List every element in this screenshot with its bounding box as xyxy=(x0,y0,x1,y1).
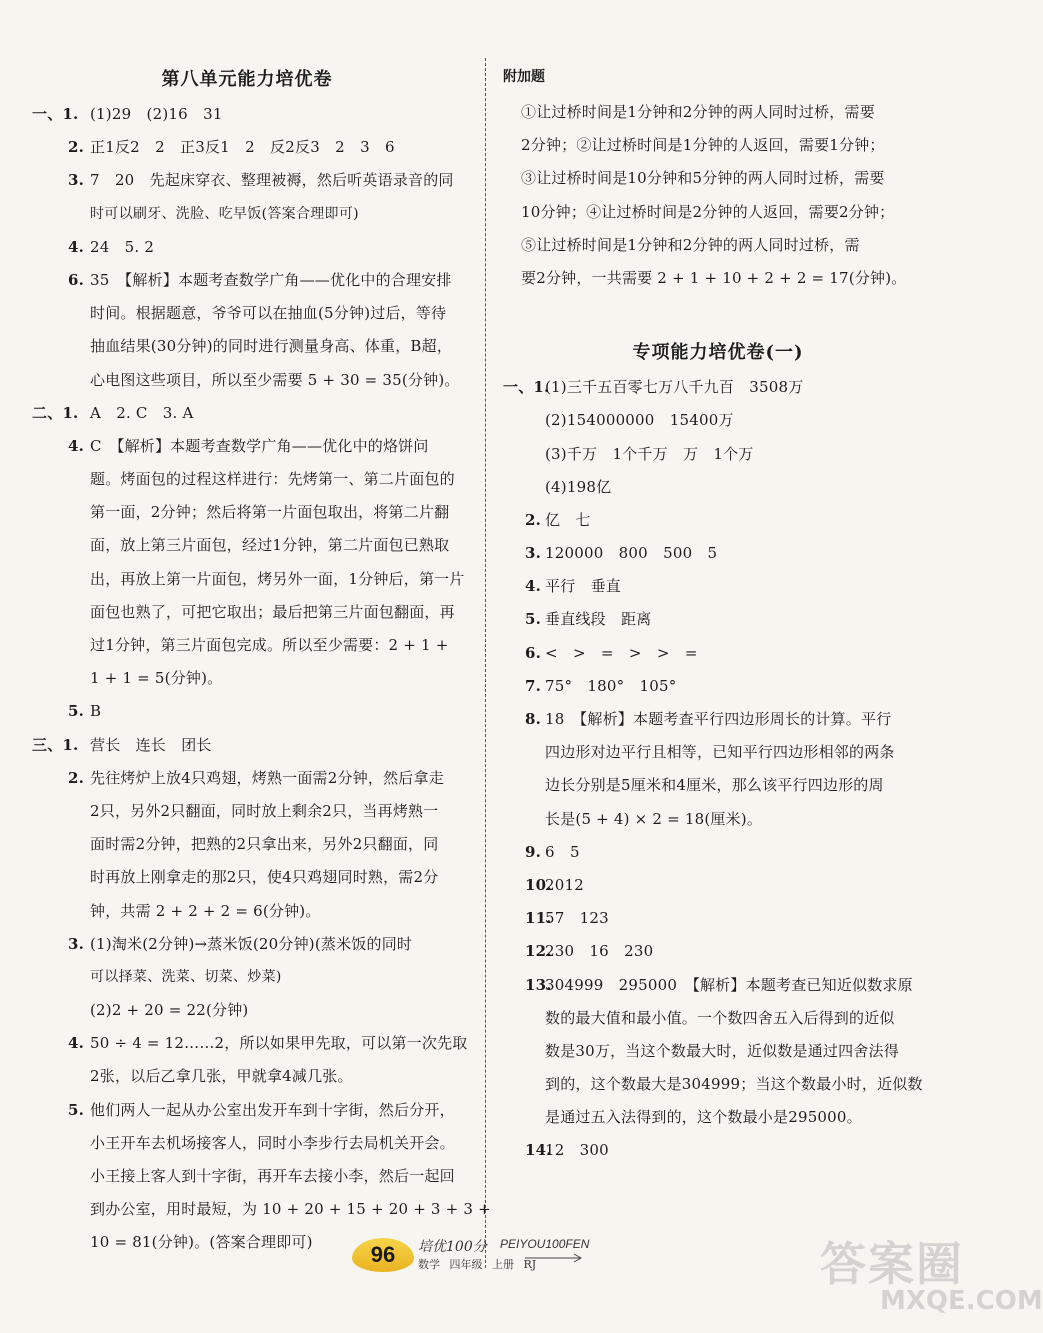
answer-line xyxy=(503,471,933,504)
answer-text: ①让过桥时间是1分钟和2分钟的两人同时过桥，需要 xyxy=(521,103,875,121)
answer-line xyxy=(32,762,472,795)
answer-text: (2)154000000 15400万 xyxy=(545,411,734,430)
answer-text: (1)淘米(2分钟)→蒸米饭(20分钟)(蒸米饭的同时 xyxy=(90,934,413,953)
question-number: 4. xyxy=(68,237,85,256)
bonus-title: 附加题 xyxy=(503,69,545,85)
answer-text: 18 【解析】本题考查平行四边形周长的计算。平行 xyxy=(545,710,892,728)
answer-line xyxy=(503,1035,933,1068)
answer-text: ⑤让过桥时间是1分钟和2分钟的两人同时过桥，需 xyxy=(521,235,860,254)
answer-line xyxy=(32,264,472,297)
answer-line xyxy=(503,438,933,471)
answer-line xyxy=(503,637,933,670)
answer-text: 75° 180° 105° xyxy=(545,676,677,695)
brand-name-latin: PEIYOU100FEN xyxy=(500,1237,590,1251)
answer-text: 10分钟；④让过桥时间是2分钟的人返回，需要2分钟； xyxy=(521,202,895,221)
answer-text: B xyxy=(90,702,102,721)
answer-line xyxy=(32,430,472,463)
question-number: 三、1. xyxy=(32,735,79,754)
question-number: 2. xyxy=(68,138,85,157)
answer-text: 2张，以后乙拿几张，甲就拿4减几张。 xyxy=(90,1067,353,1086)
answer-text: 2012 xyxy=(545,875,584,894)
answer-line xyxy=(32,1193,491,1226)
answer-line xyxy=(32,496,472,529)
answer-line xyxy=(32,729,472,762)
answer-text: 边长分别是5厘米和4厘米，那么该平行四边形的周 xyxy=(545,776,884,795)
answer-text: 7 20 先起床穿衣、整理被褥，然后听英语录音的同 xyxy=(90,171,454,190)
answer-text: 钟，共需 2 + 2 + 2 = 6(分钟)。 xyxy=(90,901,321,920)
answer-line xyxy=(32,1094,472,1127)
question-number: 3. xyxy=(68,934,85,953)
answer-text: 6 5 xyxy=(545,842,580,861)
answer-line xyxy=(32,231,472,264)
arrow-icon xyxy=(525,1252,585,1264)
answer-line xyxy=(32,795,472,828)
bonus-line xyxy=(503,162,933,195)
answer-line xyxy=(32,397,472,430)
answer-text: 10 = 81(分钟)。(答案合理即可) xyxy=(90,1233,313,1252)
answer-line xyxy=(503,703,933,736)
answer-line xyxy=(32,330,472,363)
question-number: 2. xyxy=(525,510,542,529)
column-divider xyxy=(485,58,486,1268)
answer-text: 出，再放上第一片面包，烤另外一面，1分钟后，第一片 xyxy=(90,569,465,588)
answer-line xyxy=(32,529,472,562)
question-number: 12. xyxy=(525,942,552,961)
answer-line xyxy=(503,869,933,902)
left-column xyxy=(32,62,491,1260)
question-number: 3. xyxy=(68,171,85,190)
answer-line xyxy=(32,994,472,1027)
left-answer-lines xyxy=(32,98,491,1260)
question-number: 10. xyxy=(525,875,552,894)
answer-line xyxy=(503,371,933,404)
answer-text: 数的最大值和最小值。一个数四舍五入后得到的近似 xyxy=(545,1008,895,1027)
answer-text: 营长 连长 团长 xyxy=(90,735,212,754)
answer-line xyxy=(503,603,933,636)
answer-line xyxy=(32,131,472,164)
answer-text: A 2. C 3. A xyxy=(90,403,194,422)
answer-text: 304999 295000 【解析】本题考查已知近似数求原 xyxy=(545,975,913,994)
answer-line xyxy=(503,504,933,537)
right-column xyxy=(503,62,933,1168)
answer-text: 50 ÷ 4 = 12……2，所以如果甲先取，可以第一次先取 xyxy=(90,1034,468,1053)
answer-text: 120000 800 500 5 xyxy=(545,544,718,563)
answer-line xyxy=(503,670,933,703)
answer-text: 过1分钟，第三片面包完成。所以至少需要：2 + 1 + xyxy=(90,636,449,654)
answer-text: (2)2 + 20 = 22(分钟) xyxy=(90,1001,249,1020)
answer-text: 平行 垂直 xyxy=(545,577,622,596)
bonus-line xyxy=(503,196,933,229)
question-number: 9. xyxy=(525,842,542,861)
answer-text: 四边形对边平行且相等，已知平行四边形相邻的两条 xyxy=(545,743,895,762)
answer-line xyxy=(32,861,472,894)
answer-line xyxy=(503,537,933,570)
answer-text: 57 123 xyxy=(545,909,609,928)
answer-text: < > = > > = xyxy=(545,643,698,662)
answer-text: 先往烤炉上放4只鸡翅，烤熟一面需2分钟，然后拿走 xyxy=(90,768,444,787)
watermark-text: 答案圈 xyxy=(820,1237,964,1291)
bonus-line xyxy=(503,129,933,162)
answer-line xyxy=(32,297,472,330)
question-number: 7. xyxy=(525,676,542,695)
answer-line xyxy=(32,364,472,397)
bonus-line xyxy=(503,262,933,295)
answer-line xyxy=(32,98,472,131)
section-title: 第八单元能力培优卷 xyxy=(161,69,333,90)
answer-text: 他们两人一起从办公室出发开车到十字街，然后分开， xyxy=(90,1100,455,1119)
question-number: 6. xyxy=(525,643,542,662)
answer-line xyxy=(503,836,933,869)
answer-text: ③让过桥时间是10分钟和5分钟的两人同时过桥，需要 xyxy=(521,169,885,188)
answer-line xyxy=(503,902,933,935)
answer-text: 时间。根据题意，爷爷可以在抽血(5分钟)过后，等待 xyxy=(90,304,447,323)
answer-text: 长是(5 + 4) × 2 = 18(厘米)。 xyxy=(545,809,763,828)
answer-text: (1)29 (2)16 31 xyxy=(90,105,223,123)
answer-line xyxy=(503,1002,933,1035)
bonus-line xyxy=(503,96,933,129)
answer-line xyxy=(32,1160,472,1193)
watermark-logo xyxy=(820,1228,1043,1324)
answer-line xyxy=(503,1134,933,1167)
question-number: 二、1. xyxy=(32,403,79,422)
answer-text: C 【解析】本题考查数学广角——优化中的烙饼问 xyxy=(90,436,429,455)
answer-text: (3)千万 1个千万 万 1个万 xyxy=(545,444,754,463)
answer-text: 要2分钟，一共需要 2 + 1 + 10 + 2 + 2 = 17(分钟)。 xyxy=(521,268,907,287)
question-number: 一、1. xyxy=(503,378,550,397)
answer-text: 面包也熟了，可把它取出；最后把第三片面包翻面，再 xyxy=(90,602,455,621)
question-number: 5. xyxy=(68,1100,85,1119)
question-number: 13. xyxy=(525,975,552,994)
answer-line xyxy=(503,935,933,968)
answer-line xyxy=(32,961,472,994)
bonus-answer-lines xyxy=(503,96,933,295)
answer-line xyxy=(32,928,472,961)
page-number: 96 xyxy=(352,1238,414,1272)
answer-line xyxy=(32,463,472,496)
answer-text: 是通过五入法得到的，这个数最小是295000。 xyxy=(545,1108,862,1127)
answer-text: 2分钟；②让过桥时间是1分钟的人返回，需要1分钟； xyxy=(521,136,885,155)
answer-text: 12 300 xyxy=(545,1141,609,1160)
answer-text: (1)三千五百零七万八千九百 3508万 xyxy=(545,378,804,397)
answer-text: 到的，这个数最大是304999；当这个数最小时，近似数 xyxy=(545,1075,923,1094)
watermark-url: MXQE.COM xyxy=(880,1286,1043,1316)
answer-text: 时可以刷牙、洗脸、吃早饭(答案合理即可) xyxy=(90,205,359,222)
question-number: 11. xyxy=(525,909,552,928)
answer-text: 24 5. 2 xyxy=(90,237,155,256)
section-title-2: 专项能力培优卷(一) xyxy=(632,342,804,364)
answer-line xyxy=(503,803,933,836)
answer-text: 第一面，2分钟；然后将第一片面包取出，将第二片翻 xyxy=(90,503,450,522)
answer-line xyxy=(503,769,933,802)
answer-line xyxy=(32,629,472,662)
answer-line xyxy=(503,404,933,437)
answer-text: 时再放上刚拿走的那2只，使4只鸡翅同时熟，需2分 xyxy=(90,868,439,887)
answer-text: 面，放上第三片面包，经过1分钟，第二片面包已熟取 xyxy=(90,536,450,555)
answer-text: 垂直线段 距离 xyxy=(545,610,652,629)
answer-line xyxy=(503,736,933,769)
answer-text: 1 + 1 = 5(分钟)。 xyxy=(90,669,223,688)
answer-text: 数是30万，当这个数最大时，近似数是通过四舍法得 xyxy=(545,1041,899,1060)
right-answer-lines xyxy=(503,371,933,1168)
answer-line xyxy=(32,198,472,231)
answer-line xyxy=(32,1060,472,1093)
bonus-line xyxy=(503,229,933,262)
answer-text: 230 16 230 xyxy=(545,942,654,961)
question-number: 14. xyxy=(525,1141,552,1160)
answer-line xyxy=(503,1101,933,1134)
answer-text: 可以择菜、洗菜、切菜、炒菜) xyxy=(90,968,282,985)
question-number: 5. xyxy=(68,702,85,721)
book-info: 数学 四年级 上册 RJ xyxy=(418,1258,537,1271)
answer-text: (4)198亿 xyxy=(545,477,612,496)
brand-name: 培优100分 xyxy=(418,1239,487,1255)
answer-line xyxy=(32,662,472,695)
answer-text: 小王接上客人到十字街，再开车去接小李，然后一起回 xyxy=(90,1167,455,1185)
question-number: 3. xyxy=(525,544,542,563)
answer-text: 正1反2 2 正3反1 2 反2反3 2 3 6 xyxy=(90,138,395,157)
answer-text: 小王开车去机场接客人，同时小李步行去局机关开会。 xyxy=(90,1133,455,1152)
answer-line xyxy=(32,596,472,629)
answer-line xyxy=(503,969,933,1002)
answer-line xyxy=(32,828,472,861)
answer-text: 面时需2分钟，把熟的2只拿出来，另外2只翻面，同 xyxy=(90,835,439,854)
answer-text: 题。烤面包的过程这样进行：先烤第一、第二片面包的 xyxy=(90,470,455,489)
question-number: 6. xyxy=(68,270,85,289)
question-number: 一、1. xyxy=(32,105,79,123)
question-number: 5. xyxy=(525,610,542,629)
question-number: 8. xyxy=(525,710,542,728)
answer-line xyxy=(32,1127,472,1160)
answer-line xyxy=(32,164,472,197)
answer-text: 到办公室，用时最短，为 10 + 20 + 15 + 20 + 3 + 3 + xyxy=(90,1200,491,1219)
answer-line xyxy=(32,563,472,596)
question-number: 4. xyxy=(68,436,85,455)
question-number: 2. xyxy=(68,768,85,787)
question-number: 4. xyxy=(525,577,542,596)
answer-line xyxy=(503,570,933,603)
answer-line xyxy=(32,1027,472,1060)
question-number: 4. xyxy=(68,1034,85,1053)
answer-line xyxy=(32,695,472,728)
answer-line xyxy=(32,895,472,928)
answer-text: 抽血结果(30分钟)的同时进行测量身高、体重，B超， xyxy=(90,337,453,356)
answer-text: 35 【解析】本题考查数学广角——优化中的合理安排 xyxy=(90,270,452,289)
answer-text: 2只，另外2只翻面，同时放上剩余2只，当再烤熟一 xyxy=(90,801,439,820)
answer-line xyxy=(503,1068,933,1101)
answer-text: 心电图这些项目，所以至少需要 5 + 30 = 35(分钟)。 xyxy=(90,370,460,389)
answer-text: 亿 七 xyxy=(545,510,591,529)
